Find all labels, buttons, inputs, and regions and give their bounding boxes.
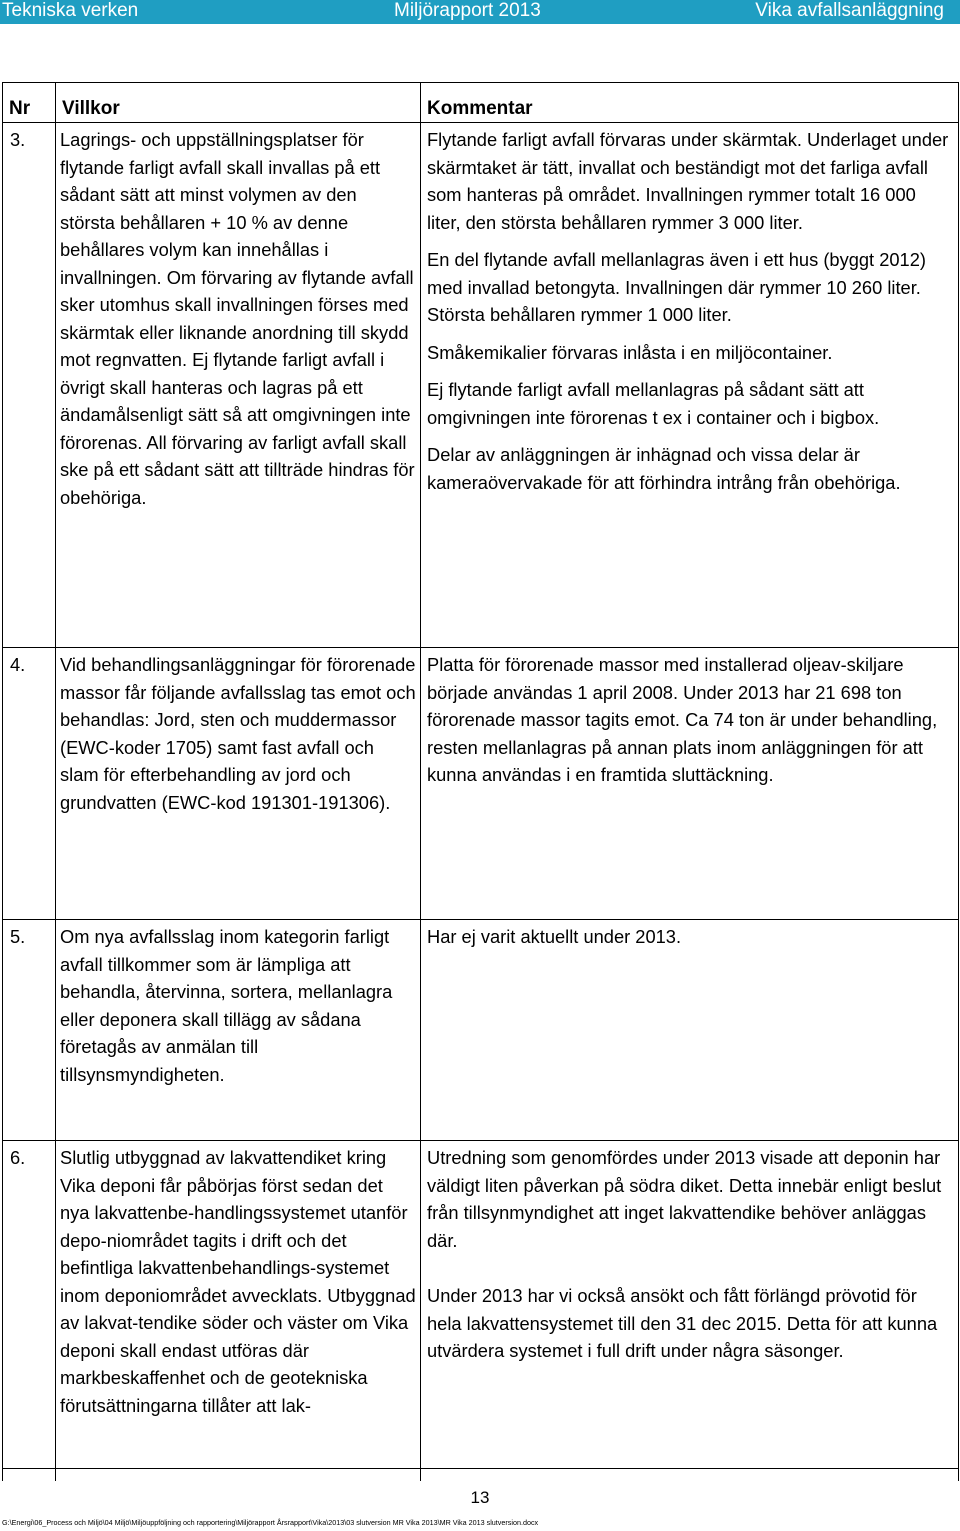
comment-cell xyxy=(421,920,959,1141)
document-header xyxy=(0,0,960,24)
table-row xyxy=(3,1141,959,1482)
condition-cell xyxy=(56,123,421,648)
comment-paragraph: Ej flytande farligt avfall mellanlagras på sådant sätt att omgivningen inte förorenas t ex i container och i bigbox. xyxy=(427,379,880,428)
page-number: 13 xyxy=(470,1488,490,1507)
condition-cell xyxy=(56,920,421,1141)
comment-cell xyxy=(421,1141,959,1482)
row-number-cell: 3. xyxy=(3,123,56,648)
comment-cell xyxy=(421,123,959,648)
file-path: G:\Energi\06_Process och Miljö\04 Miljö\Miljöuppföljning och rapportering\Miljörapport Årsrapport\Vika\2013\03 slutversion MR Vika 2013\MR Vika 2013 slutversion.docx xyxy=(2,1518,539,1527)
comment-paragraph: Flytande farligt avfall förvaras under skärmtak. Underlaget under skärmtaket är tätt, invallat och beständigt mot det farliga avfall som hanteras på området. Invallningen rymmer totalt 16 000 liter, den största behållaren rymmer 3 000 liter. xyxy=(427,129,949,233)
table-row xyxy=(3,123,959,648)
condition-text: Vid behandlingsanläggningar för förorenade massor får följande avfallsslag tas emot och behandlas: Jord, sten och muddermassor (EWC-koder 1705) samt fast avfall och slam för efterbehandling av jord och grundvatten (EWC-kod 191301-191306). xyxy=(60,654,416,813)
comment-paragraph: Platta för förorenade massor med installerad oljeav-skiljare började användas 1 april 2008. Under 2013 har 21 698 ton förorenade massor tagits emot. Ca 74 ton är under behandling, resten mellanlagras på annan plats inom anläggningen för att kunna användas i en framtida sluttäckning. xyxy=(427,654,938,785)
row-number-cell: 5. xyxy=(3,920,56,1141)
condition-text: Slutlig utbyggnad av lakvattendiket kring Vika deponi får påbörjas först sedan det nya lakvattenbe-handlingssystemet utanför depo-niområdet tagits i drift och det befintliga lakvattenbehandlings-systemet inom deponiområdet avvecklats. Utbyggnad av lakvat-tendike söder och väster om Vika deponi skall endast utföras där markbeskaffenhet och de geotekniska förutsättningarna tillåter att lak- xyxy=(60,1147,416,1416)
condition-cell xyxy=(56,648,421,920)
condition-text: Lagrings- och uppställningsplatser för flytande farligt avfall skall invallas på ett sådant sätt att minst volymen av den största behållaren + 10 % av denne behållares volym kan innehållas i invallningen. Om förvaring av flytande avfall sker utomhus skall invallningen förses med skärmtak eller liknande anordning till skydd mot regnvatten. Ej flytande farligt avfall i övrigt skall hanteras och lagras på ett ändamålsenligt sätt så att omgivningen inte förorenas. All förvaring av farligt avfall skall ske på ett sådant sätt att tillträde hindras för obehöriga. xyxy=(60,129,415,508)
footer-divider xyxy=(2,1468,958,1469)
row-number-cell: 4. xyxy=(3,648,56,920)
comment-paragraph: En del flytande avfall mellanlagras även i ett hus (byggt 2012) med invallad betongyta. Invallningen där rymmer 10 260 liter. Största behållaren rymmer 1 000 liter. xyxy=(427,249,926,325)
comment-paragraph: Under 2013 har vi också ansökt och fått förlängd prövotid för hela lakvattensystemet till den 31 dec 2015. Detta för att kunna utvärdera systemet i full drift under några säsonger. xyxy=(427,1285,938,1361)
row-number-cell: 6. xyxy=(3,1141,56,1482)
condition-text: Om nya avfallsslag inom kategorin farligt avfall tillkommer som är lämpliga att behandla, återvinna, sortera, mellanlagra eller deponera skall tillägg av sådana företagås av anmälan till tillsynsmyndigheten. xyxy=(60,926,393,1085)
comment-paragraph: Småkemikalier förvaras inlåsta i en miljöcontainer. xyxy=(427,341,833,363)
comment-paragraph: Har ej varit aktuellt under 2013. xyxy=(427,926,682,947)
comment-paragraph: Delar av anläggningen är inhägnad och vissa delar är kameraövervakade för att förhindra intrång från obehöriga. xyxy=(427,444,901,493)
comment-cell xyxy=(421,648,959,920)
table-header-row xyxy=(3,83,959,123)
table-row xyxy=(3,648,959,920)
column-header-nr: Nr xyxy=(3,83,56,123)
header-company: Tekniska verken xyxy=(2,0,139,21)
table-row xyxy=(3,920,959,1141)
header-facility: Vika avfallsanläggning xyxy=(755,0,944,21)
header-report-title: Miljörapport 2013 xyxy=(394,0,541,21)
conditions-table xyxy=(2,82,959,1481)
column-header-villkor: Villkor xyxy=(56,83,421,123)
column-header-kommentar: Kommentar xyxy=(421,83,959,123)
comment-paragraph: Utredning som genomfördes under 2013 visade att deponin har väldigt liten påverkan på södra diket. Detta innebär enligt beslut från tillsynmyndighet att inget lakvattendike behöver anläggas där. xyxy=(427,1147,942,1251)
condition-cell xyxy=(56,1141,421,1482)
